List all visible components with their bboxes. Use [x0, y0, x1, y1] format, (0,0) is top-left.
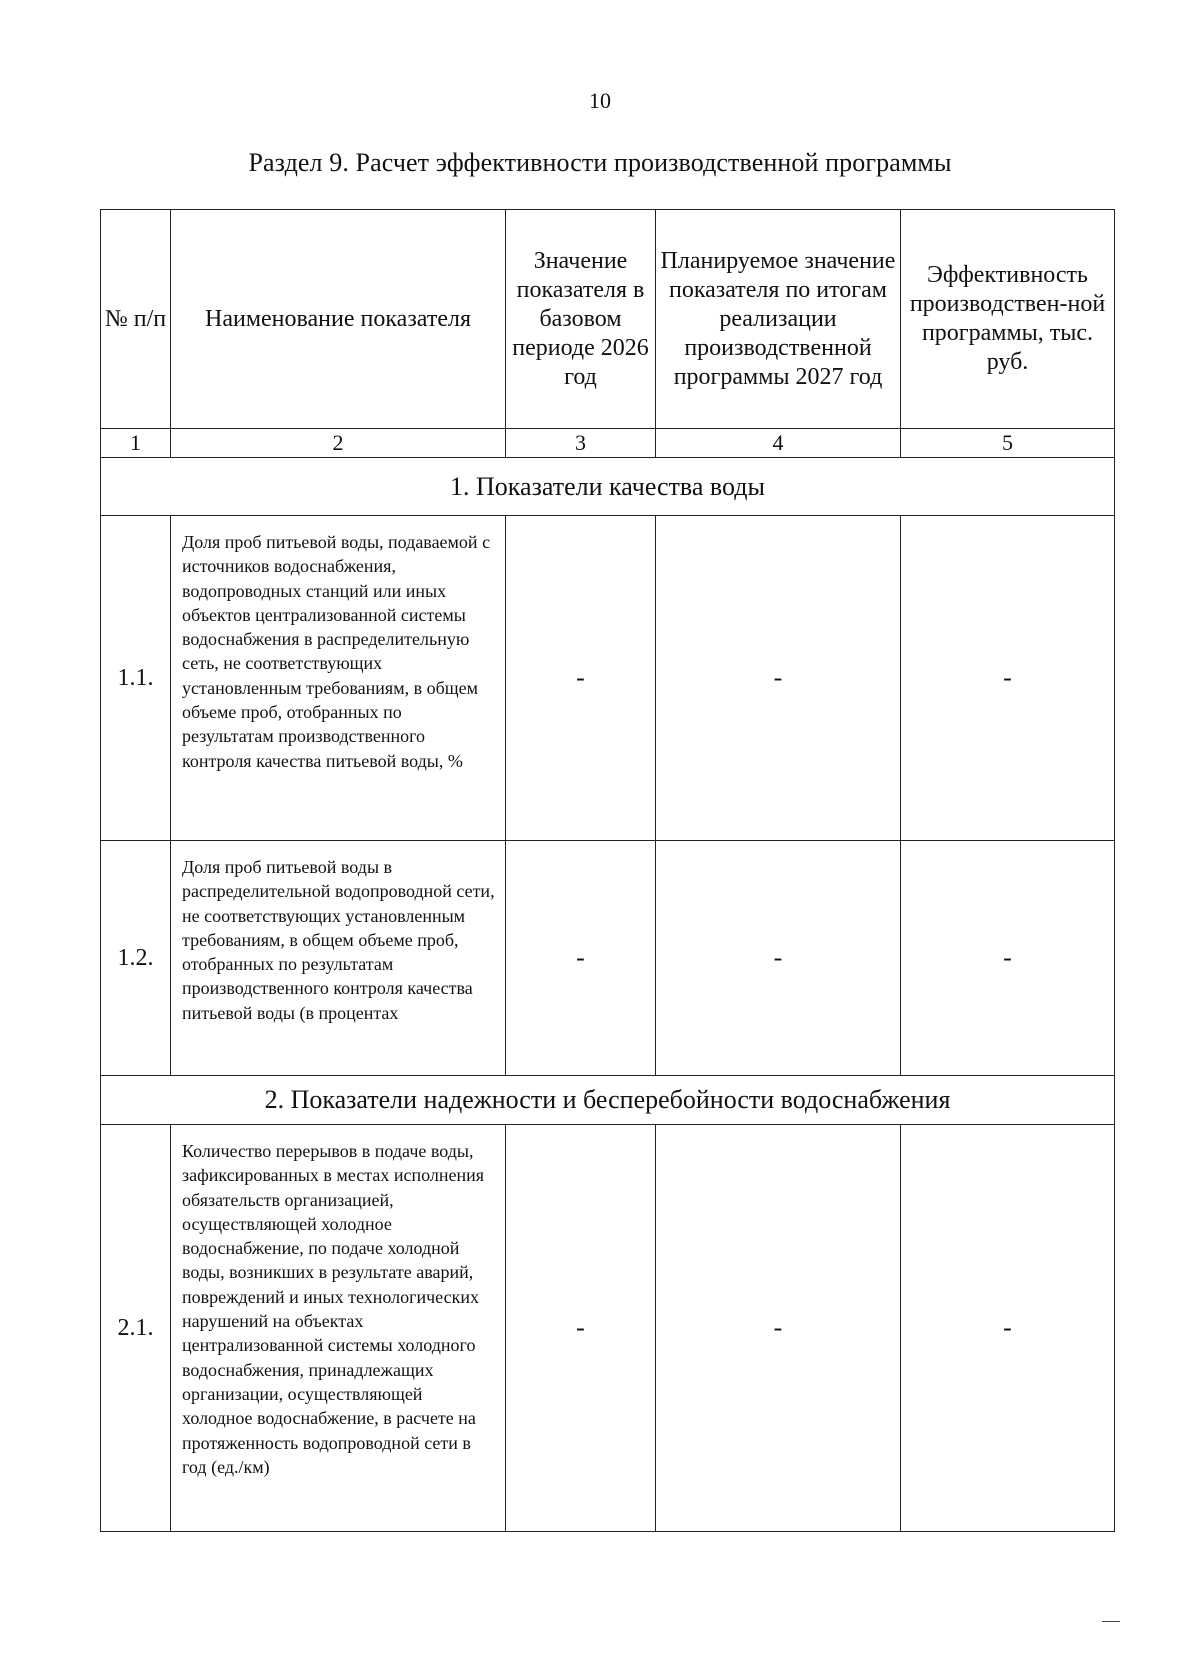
- efficiency-value: -: [901, 841, 1115, 1076]
- column-number: 2: [171, 429, 506, 458]
- header-base-value: Значение показателя в базовом периоде 2026 год: [506, 210, 656, 429]
- header-indicator-name: Наименование показателя: [171, 210, 506, 429]
- efficiency-value: -: [901, 1125, 1115, 1532]
- header-number: № п/п: [101, 210, 171, 429]
- column-number: 5: [901, 429, 1115, 458]
- column-number-row: [101, 429, 1115, 458]
- indicator-name: Доля проб питьевой воды в распределительной водопроводной сети, не соответствующих установленным требованиям, в общем объеме проб, отобранных по результатам производственного контроля качества питьевой воды (в процентах: [171, 841, 506, 1076]
- scan-mark: [1102, 1621, 1120, 1622]
- planned-value: -: [656, 841, 901, 1076]
- table-row: [101, 841, 1115, 1076]
- efficiency-table: [100, 209, 1115, 1532]
- section-title: Раздел 9. Расчет эффективности производственной программы: [248, 148, 952, 177]
- page-number: 10: [589, 88, 611, 113]
- row-number: 1.1.: [101, 516, 171, 841]
- column-number: 4: [656, 429, 901, 458]
- efficiency-value: -: [901, 516, 1115, 841]
- row-number: 1.2.: [101, 841, 171, 1076]
- base-value: -: [506, 1125, 656, 1532]
- column-number: 1: [101, 429, 171, 458]
- base-value: -: [506, 841, 656, 1076]
- section-heading: 2. Показатели надежности и бесперебойности водоснабжения: [101, 1076, 1115, 1125]
- planned-value: -: [656, 1125, 901, 1532]
- indicator-name: Количество перерывов в подаче воды, зафиксированных в местах исполнения обязательств организацией, осуществляющей холодное водоснабжение, по подаче холодной воды, возникших в результате аварий, повреждений и иных технологических нарушений на объектах централизованной системы холодного водоснабжения, принадлежащих организации, осуществляющей холодное водоснабжение, в расчете на протяженность водопроводной сети в год (ед./км): [171, 1125, 506, 1532]
- indicator-name: Доля проб питьевой воды, подаваемой с источников водоснабжения, водопроводных станций или иных объектов централизованной системы водоснабжения в распределительную сеть, не соответствующих установленным требованиям, в общем объеме проб, отобранных по результатам производственного контроля качества питьевой воды, %: [171, 516, 506, 841]
- column-number: 3: [506, 429, 656, 458]
- table-header-row: [101, 210, 1115, 429]
- row-number: 2.1.: [101, 1125, 171, 1532]
- base-value: -: [506, 516, 656, 841]
- table-row: [101, 516, 1115, 841]
- planned-value: -: [656, 516, 901, 841]
- section-heading-row: [101, 458, 1115, 516]
- header-efficiency: Эффективность производствен-ной программы, тыс. руб.: [901, 210, 1115, 429]
- header-planned-value: Планируемое значение показателя по итогам реализации производственной программы 2027 год: [656, 210, 901, 429]
- section-heading-row: [101, 1076, 1115, 1125]
- table-row: [101, 1125, 1115, 1532]
- section-heading: 1. Показатели качества воды: [101, 458, 1115, 516]
